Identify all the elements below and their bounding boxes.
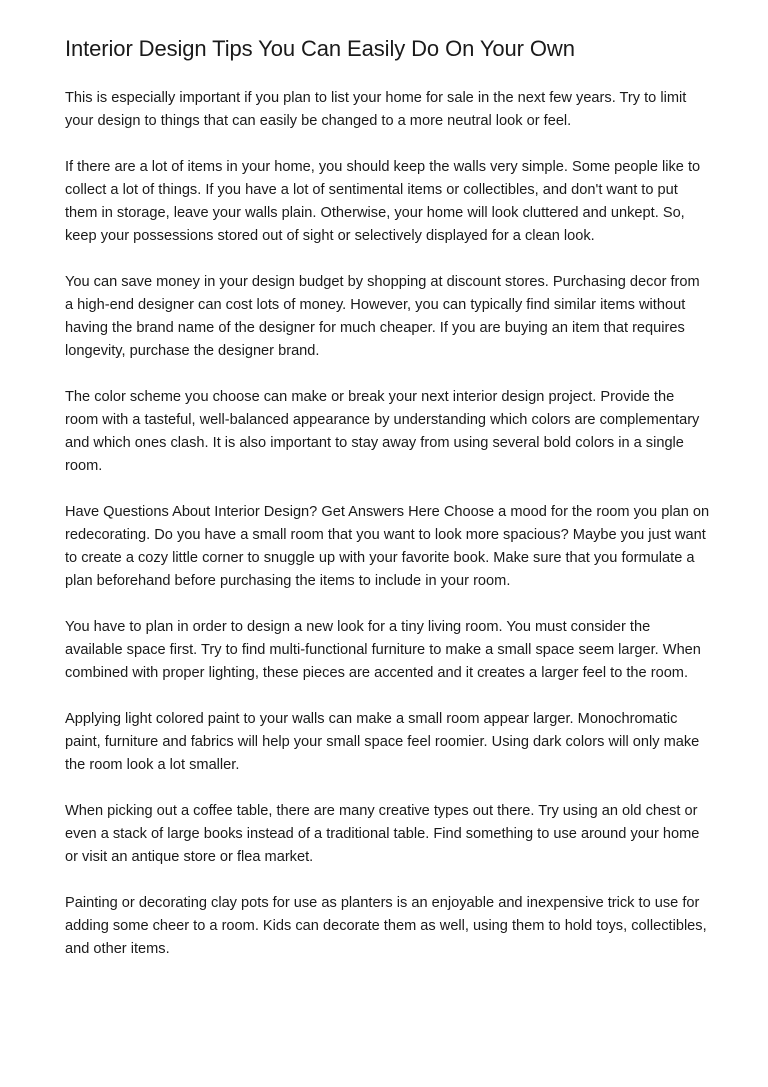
paragraph-4: The color scheme you choose can make or break your next interior design project. Provide the room with a tasteful, well-balanced appearance by understanding which colors are complementary and which ones clash. It is also important to stay away from using several bold colors in a single room. — [65, 389, 700, 474]
paragraph-6: You have to plan in order to design a new look for a tiny living room. You must consider the available space first. Try to find multi-functional furniture to make a small space seem larger. When combined with proper lighting, these pieces are accented and it creates a larger feel to the room. — [65, 619, 701, 681]
paragraph-8: When picking out a coffee table, there are many creative types out there. Try using an old chest or even a stack of large books instead of a traditional table. Find something to use around your home or visit an antique store or flea market. — [65, 803, 700, 865]
document-page — [65, 34, 711, 984]
paragraph-1: This is especially important if you plan to list your home for sale in the next few years. Try to limit your design to things that can easily be changed to a more neutral look or feel. — [65, 90, 687, 129]
paragraph-3: You can save money in your design budget by shopping at discount stores. Purchasing decor from a high-end designer can cost lots of money. However, you can typically find similar items without having the brand name of the designer for much cheaper. If you are buying an item that requires longevity, purchase the designer brand. — [65, 274, 700, 359]
paragraph-5: Have Questions About Interior Design? Get Answers Here Choose a mood for the room you plan on redecorating. Do you have a small room that you want to look more spacious? Maybe you just want to create a cozy little corner to snuggle up with your favorite book. Make sure that you formulate a plan beforehand before purchasing the items to include in your room. — [65, 504, 710, 589]
page-title: Interior Design Tips You Can Easily Do On Your Own — [65, 36, 575, 61]
paragraph-2: If there are a lot of items in your home, you should keep the walls very simple. Some people like to collect a lot of things. If you have a lot of sentimental items or collectibles, and don't want to put them in storage, leave your walls plain. Otherwise, your home will look cluttered and unkept. So, keep your possessions stored out of sight or selectively displayed for a clean look. — [65, 159, 701, 244]
paragraph-9: Painting or decorating clay pots for use as planters is an enjoyable and inexpensive trick to use for adding some cheer to a room. Kids can decorate them as well, using them to hold toys, collectibles, and other items. — [65, 895, 707, 957]
paragraph-7: Applying light colored paint to your walls can make a small room appear larger. Monochromatic paint, furniture and fabrics will help your small space feel roomier. Using dark colors will only make the room look a lot smaller. — [65, 711, 700, 773]
